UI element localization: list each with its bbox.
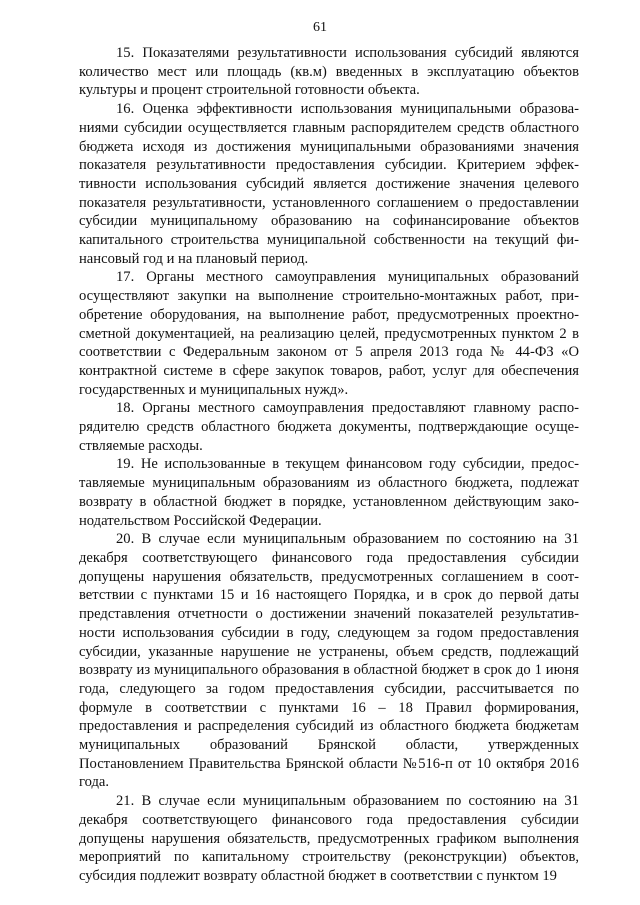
paragraph-18: 18. Органы местного самоуправления предоставляют главному распорядителю средств областного бюджета документы, подтверждающие осуществляемые расходы. bbox=[79, 400, 579, 454]
paragraph-16: 16. Оценка эффективности использования муниципальными образованиями субсидии осуществляется главным распорядителем средств областного бюджета исходя из достижения муниципальными образованиями значения показателя результативности предоставления субсидии. Критерием эффективности использования субсидий является достижение значения целевого показателя результативности, установленного соглашением о предоставлении субсидии муниципальному образованию на софинансирование объектов капитального строительства муниципальной собственности на текущий финансовый год и на плановый период. bbox=[79, 101, 579, 267]
document-body bbox=[79, 44, 579, 886]
paragraph-17: 17. Органы местного самоуправления муниципальных образований осуществляют закупки на выполнение строительно-монтажных работ, приобретение оборудования, на выполнение работ, предусмотренных проектно-сметной документацией, на реализацию целей, предусмотренных пунктом 2 в соответствии с Федеральным законом от 5 апреля 2013 года № 44-ФЗ «О контрактной системе в сфере закупок товаров, работ, услуг для обеспечения государственных и муниципальных нужд». bbox=[79, 269, 579, 398]
paragraph-19: 19. Не использованные в текущем финансовом году субсидии, предоставляемые муниципальным образованиям из областного бюджета, подлежат возврату в областной бюджет в порядке, установленном действующим законодательством Российской Федерации. bbox=[79, 456, 579, 529]
paragraph-20: 20. В случае если муниципальным образованием по состоянию на 31 декабря соответствующего финансового года предоставления субсидии допущены нарушения обязательств, предусмотренных соглашением в соответствии с пунктами 15 и 16 настоящего Порядка, и в срок до первой даты представления отчетности о достижении значений показателей результативности использования субсидии в году, следующем за годом предоставления субсидии, указанные нарушение не устранены, объем средств, подлежащий возврату из муниципального образования в областной бюджет в срок до 1 июня года, следующего за годом предоставления субсидии, рассчитывается по формуле в соответствии с пунктами 16 – 18 Правил формирования, предоставления и распределения субсидий из областного бюджета бюджетам муниципальных образований Брянской области, утвержденных Постановлением Правительства Брянской области №516-п от 10 октября 2016 года. bbox=[79, 531, 579, 791]
page-number: 61 bbox=[313, 20, 327, 35]
paragraph-15: 15. Показателями результативности использования субсидий являются количество мест или площадь (кв.м) введенных в эксплуатацию объектов культуры и процент строительной готовности объекта. bbox=[79, 45, 579, 99]
paragraph-21: 21. В случае если муниципальным образованием по состоянию на 31 декабря соответствующего финансового года предоставления субсидии допущены нарушения обязательств, предусмотренных графиком выполнения мероприятий по капитальному строительству (реконструкции) объектов, субсидия подлежит возврату областной бюджет в соответствии с пунктом 19 bbox=[79, 793, 579, 884]
